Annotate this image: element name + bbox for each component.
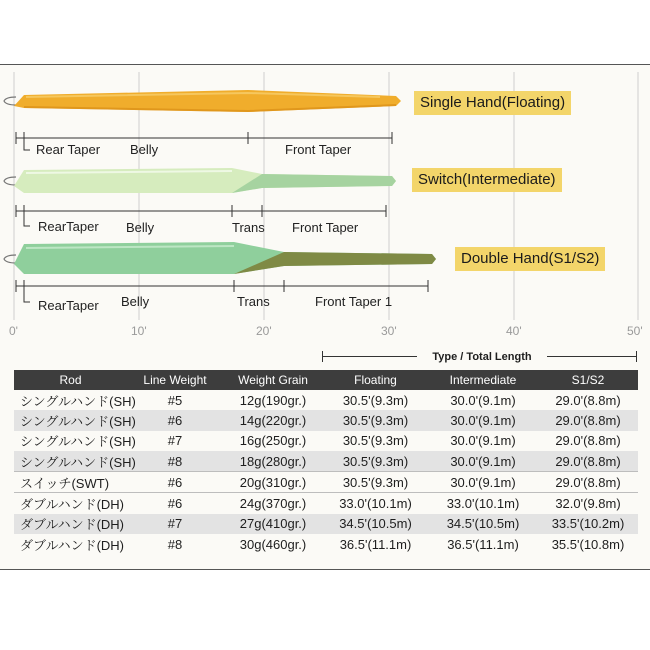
table-cell: ダブルハンド(DH) — [14, 493, 127, 514]
table-row — [14, 410, 638, 430]
table-cell: 30.0'(9.1m) — [428, 451, 538, 472]
spec-table — [14, 370, 638, 554]
segment-rear-taper: RearTaper — [38, 298, 99, 313]
column-header: S1/S2 — [538, 370, 638, 390]
table-cell: 29.0'(8.8m) — [555, 433, 621, 449]
segment-front-taper: Front Taper — [292, 220, 359, 235]
table-cell: 30.0'(9.1m) — [450, 433, 516, 449]
table-cell: 30g(460gr.) — [239, 536, 307, 552]
axis-tick-40: 40' — [506, 324, 522, 338]
segment-trans: Trans — [237, 294, 270, 309]
table-cell: 27g(410gr.) — [223, 514, 323, 534]
table-cell: 36.5'(11.1m) — [447, 536, 519, 552]
table-header-row — [14, 370, 638, 390]
axis-tick-50: 50' — [627, 324, 643, 338]
table-row — [14, 493, 638, 514]
double-hand-label: Double Hand(S1/S2) — [455, 247, 605, 271]
segment-front-taper: Front Taper — [285, 142, 352, 157]
table-cell: シングルハンド(SH) — [14, 410, 127, 430]
axis-tick-30: 30' — [381, 324, 397, 338]
table-cell: 30.5'(9.3m) — [323, 472, 428, 493]
table-cell: 18g(280gr.) — [223, 451, 323, 472]
table-cell: 16g(250gr.) — [239, 433, 307, 449]
axis-tick-10: 10' — [131, 324, 147, 338]
table-cell: 33.0'(10.1m) — [428, 493, 538, 514]
table-cell: 30.5'(9.3m) — [342, 392, 409, 408]
table-cell: #5 — [167, 392, 183, 408]
table-cell: ダブルハンド(DH) — [20, 537, 125, 553]
segment-rear-taper: RearTaper — [38, 219, 99, 234]
single-hand-label: Single Hand(Floating) — [414, 91, 571, 115]
table-row — [14, 431, 638, 451]
table-cell: 29.0'(8.8m) — [555, 392, 621, 408]
segment-belly: Belly — [126, 220, 155, 235]
table-cell: 30.5'(9.3m) — [323, 451, 428, 472]
column-header: Line Weight — [127, 370, 223, 390]
column-header: Rod — [14, 370, 127, 390]
segment-rear-taper: Rear Taper — [36, 142, 101, 157]
table-cell: #6 — [127, 472, 223, 493]
table-cell: #7 — [127, 514, 223, 534]
segment-belly: Belly — [121, 294, 150, 309]
table-cell: シングルハンド(SH) — [20, 393, 136, 409]
table-cell: 36.5'(11.1m) — [339, 536, 412, 552]
table-cell: #8 — [127, 451, 223, 472]
table-cell: 30.0'(9.1m) — [428, 472, 538, 493]
table-cell: 34.5'(10.5m) — [428, 514, 538, 534]
column-header: Weight Grain — [223, 370, 323, 390]
table-cell: ダブルハンド(DH) — [14, 514, 127, 534]
table-cell: 30.5'(9.3m) — [342, 433, 409, 449]
table-cell: 35.5'(10.8m) — [551, 536, 625, 552]
type-length-heading — [322, 350, 637, 364]
table-cell: #7 — [167, 433, 183, 449]
table-cell: 12g(190gr.) — [239, 392, 307, 408]
table-cell: 30.5'(9.3m) — [323, 410, 428, 430]
table-cell: 30.0'(9.1m) — [450, 392, 516, 408]
table-cell: 32.0'(9.8m) — [538, 493, 638, 514]
double-hand-line — [4, 242, 436, 274]
table-cell: 33.0'(10.1m) — [323, 493, 428, 514]
table-row — [14, 472, 638, 493]
table-cell: 29.0'(8.8m) — [538, 410, 638, 430]
table-cell: 29.0'(8.8m) — [538, 472, 638, 493]
column-header: Intermediate — [428, 370, 538, 390]
axis-tick-0: 0' — [9, 324, 18, 338]
table-cell: #6 — [127, 410, 223, 430]
table-cell: 34.5'(10.5m) — [323, 514, 428, 534]
table-row — [14, 534, 638, 554]
table-cell: 33.5'(10.2m) — [538, 514, 638, 534]
segment-belly: Belly — [130, 142, 159, 157]
table-cell: #6 — [127, 493, 223, 514]
table-row — [14, 390, 638, 410]
table-row — [14, 451, 638, 472]
table-cell: #8 — [167, 536, 183, 552]
table-cell: 20g(310gr.) — [223, 472, 323, 493]
table-cell: スイッチ(SWT) — [14, 472, 127, 493]
table-row — [14, 514, 638, 534]
table-cell: 14g(220gr.) — [223, 410, 323, 430]
table-cell: シングルハンド(SH) — [20, 434, 136, 450]
table-cell: 29.0'(8.8m) — [538, 451, 638, 472]
type-length-label: Type / Total Length — [417, 350, 547, 364]
segment-front-taper-1: Front Taper 1 — [315, 294, 393, 309]
table-cell: 24g(370gr.) — [223, 493, 323, 514]
table-cell: 30.0'(9.1m) — [428, 410, 538, 430]
segment-trans: Trans — [232, 220, 265, 235]
single-hand-line — [4, 90, 401, 112]
switch-label: Switch(Intermediate) — [412, 168, 562, 192]
switch-line — [4, 168, 396, 193]
axis-tick-20: 20' — [256, 324, 272, 338]
column-header: Floating — [323, 370, 428, 390]
table-cell: シングルハンド(SH) — [14, 451, 127, 472]
